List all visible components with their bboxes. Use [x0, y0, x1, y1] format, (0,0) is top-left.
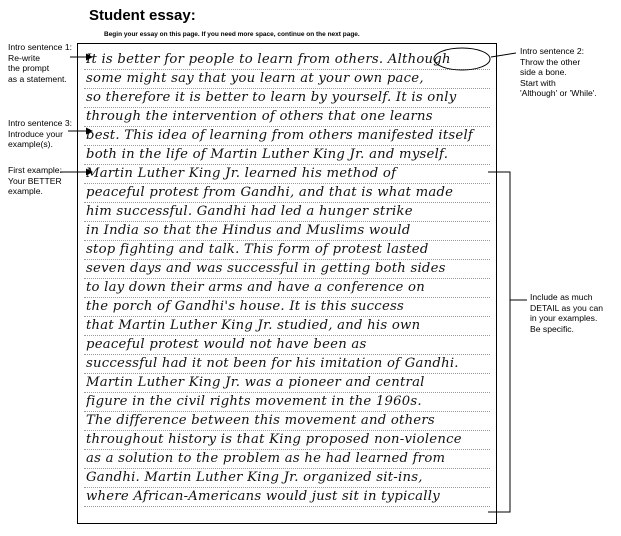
annotation-line: Your BETTER: [8, 175, 62, 186]
essay-line: to lay down their arms and have a conference on: [86, 280, 425, 295]
annotation-line: example(s).: [8, 139, 53, 149]
essay-line: peaceful protest from Gandhi, and that is what made: [86, 185, 454, 200]
essay-line: both in the life of Martin Luther King Jr. and myself.: [86, 147, 449, 162]
annotation-line: example.: [8, 186, 43, 196]
annotation-line: Introduce your: [8, 128, 63, 139]
essay-instruction: Begin your essay on this page. If you need more space, continue on the next page.: [104, 31, 360, 38]
essay-line: The difference between this movement and others: [86, 413, 435, 428]
annotation-line: 'Although' or 'While'.: [520, 88, 597, 98]
annotation-line: Start with: [520, 77, 556, 88]
annotation-line: DETAIL as you can: [530, 302, 604, 313]
annotation-line: Intro sentence 3:: [8, 118, 73, 128]
essay-line: him successful. Gandhi had led a hunger strike: [86, 204, 413, 219]
essay-line: figure in the civil rights movement in the 1960s.: [86, 394, 422, 409]
annotation-line: in your examples.: [530, 313, 598, 323]
essay-line: stop fighting and talk. This form of protest lasted: [86, 242, 429, 257]
annotation-line: Be specific.: [530, 323, 574, 334]
essay-line: Martin Luther King Jr. was a pioneer and central: [86, 375, 425, 390]
annotation-line: the prompt: [8, 63, 50, 73]
essay-line: It is better for people to learn from others. Although: [86, 52, 451, 67]
detail-bracket: [488, 172, 510, 512]
annotation-line: Include as much: [530, 292, 593, 302]
page-title: Student essay:: [89, 7, 196, 24]
annotation-line: Intro sentence 1:: [8, 42, 73, 52]
essay-line: successful had it not been for his imitation of Gandhi.: [86, 356, 459, 371]
essay-line: as a solution to the problem as he had learned from: [86, 451, 446, 466]
essay-line: that Martin Luther King Jr. studied, and his own: [86, 318, 421, 333]
essay-line: Martin Luther King Jr. learned his method of: [86, 166, 397, 181]
essay-line: Gandhi. Martin Luther King Jr. organized sit-ins,: [86, 470, 423, 485]
although-circle: [434, 48, 490, 70]
annotation-line: as a statement.: [8, 73, 67, 84]
essay-line: peaceful protest would not have been as: [86, 337, 367, 352]
essay-line: some might say that you learn at your own pace,: [86, 71, 424, 86]
essay-line: seven days and was successful in getting both sides: [86, 261, 446, 276]
essay-line: the porch of Gandhi's house. It is this success: [86, 299, 405, 314]
essay-line: best. This idea of learning from others manifested itself: [86, 128, 474, 143]
annotation-line: First example:: [8, 165, 62, 175]
annotation-line: Throw the other: [520, 56, 581, 67]
annotation-line: Re-write: [8, 52, 40, 63]
essay-line: through the intervention of others that one learns: [86, 109, 433, 124]
annotation-line: side a bone.: [520, 67, 567, 77]
essay-line: throughout history is that King proposed non-violence: [86, 432, 462, 447]
annotation-line: Intro sentence 2:: [520, 46, 585, 56]
essay-line: where African-Americans would just sit in typically: [86, 489, 440, 504]
intro2-arrow: [491, 53, 516, 57]
essay-line: in India so that the Hindus and Muslims would: [86, 223, 411, 238]
essay-line: so therefore it is better to learn by yourself. It is only: [86, 90, 457, 105]
